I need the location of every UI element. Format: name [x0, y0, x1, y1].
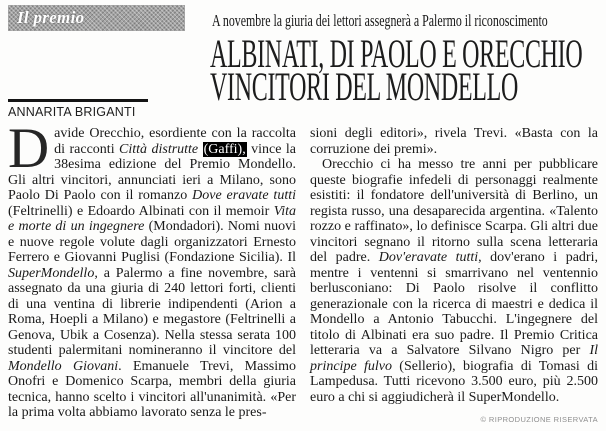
byline-rule [8, 99, 148, 102]
headline-line-2: VINCITORI DEL MONDELLO [210, 64, 519, 109]
article-column-left [8, 117, 296, 428]
section-tag [8, 5, 185, 31]
headline-line-1: ALBINATI, DI PAOLO E ORECCHIO [210, 31, 583, 76]
kicker: A novembre la giuria dei lettori assegnerà a Palermo il riconoscimento [212, 11, 548, 30]
article-paragraph: sioni degli editori», rivela Trevi. «Basta con la corruzione dei premi». [310, 126, 598, 157]
headline [210, 31, 606, 109]
article-paragraph: Davide Orecchio, esordiente con la raccolta di racconti Città distrutte (Gaffi), vince la 38esima edizione del Premio Mondello. Gli altri vincitori, annunciati ieri a Milano, sono Paolo Di Paolo con il romanzo Dove eravate tutti (Feltrinelli) e Edoardo Albinati con il memoir Vita e morte di un ingegnere (Mondadori). Nomi nuovi e nuove regole volute dagli organizzatori Ernesto Ferrero e Giovanni Puglisi (Fondazione Sicilia). Il SuperMondello, a Palermo a fine novembre, sarà assegnato da una giuria di 240 lettori forti, clienti di una ventina di librerie indipendenti (Arion a Roma, Hoepli a Milano) e megastore (Feltrinelli a Genova, Ubik a Cosenza). Nella stessa serata 100 studenti palermitani nomineranno il vincitore del Mondello Giovani. Emanuele Trevi, Massimo Onofri e Domenico Scarpa, membri della giuria tecnica, hanno scelto i vincitori all'unanimità. «Per la prima volta abbiamo lavorato senza le pres- [8, 117, 296, 420]
drop-cap: D [8, 117, 50, 180]
byline: ANNARITA BRIGANTI [8, 105, 136, 119]
article-body [8, 117, 598, 428]
highlighted-text: (Gaffi), [203, 141, 246, 157]
section-tag-label: Il premio [17, 8, 85, 27]
copyright-notice: © RIPRODUZIONE RISERVATA [480, 415, 598, 424]
article-column-right [310, 126, 598, 428]
article-paragraph: Orecchio ci ha messo tre anni per pubblicare queste biografie infedeli di personaggi realmente esistiti: il fondatore dell'università di Berlino, un regista russo, una desaparecida argentina. «Talento rozzo e raffinato», lo definisce Scarpa. Gli altri due vincitori segnano il ritorno sulla scena letteraria del padre. Dov'eravate tutti, dov'erano i padri, mentre i ventenni si smarrivano nel ventennio berlusconiano: Di Paolo risolve il conflitto generazionale con la ricerca di maestri e dedica il Mondello a Antonio Tabucchi. L'ingegnere del titolo di Albinati era suo padre. Il Premio Critica letteraria va a Salvatore Silvano Nigro per Il principe fulvo (Sellerio), biografia di Tomasi di Lampedusa. Tutti ricevono 3.500 euro, più 2.500 euro a chi si aggiudicherà il SuperMondello. [310, 157, 598, 405]
